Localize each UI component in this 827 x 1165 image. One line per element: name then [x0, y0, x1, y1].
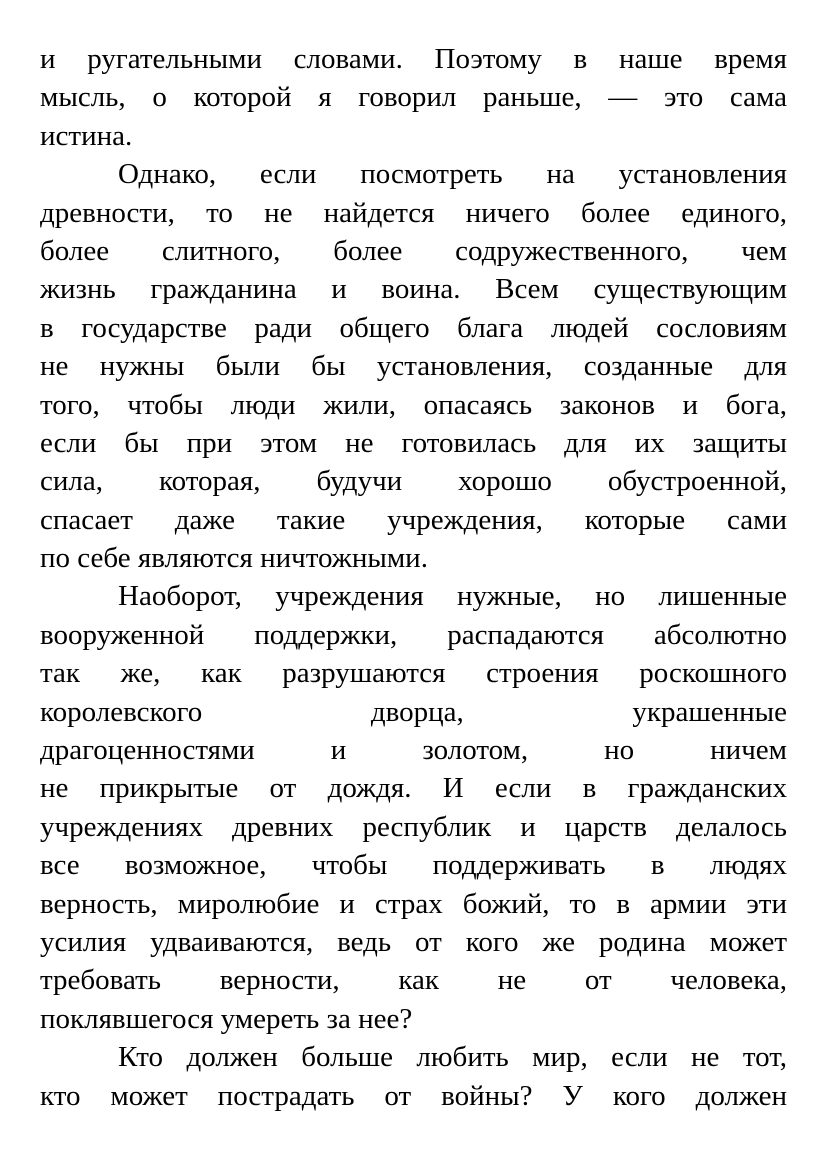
- text-line: верность, миролюбие и страх божий, то в армии эти: [40, 887, 787, 920]
- text-line: того, чтобы люди жили, опасаясь законов и бога,: [40, 388, 787, 421]
- text-line: Однако, если посмотреть на установления: [118, 158, 787, 191]
- text-line: Наоборот, учреждения нужные, но лишенные: [118, 580, 787, 613]
- text-line: драгоценностями и золотом, но ничем: [40, 734, 787, 767]
- text-line: мысль, о которой я говорил раньше, — это сама: [40, 81, 787, 114]
- text-line: спасает даже такие учреждения, которые сами: [40, 503, 787, 536]
- paragraph: [40, 40, 787, 155]
- text-line: истина.: [40, 119, 133, 152]
- text-line: кто может пострадать от войны? У кого должен: [40, 1079, 787, 1112]
- text-line: древности, то не найдется ничего более единого,: [40, 196, 787, 229]
- text-line: учреждениях древних республик и царств делалось: [40, 810, 787, 843]
- text-line: поклявшегося умереть за нее?: [40, 1002, 413, 1035]
- text-line: сила, которая, будучи хорошо обустроенной,: [40, 465, 787, 498]
- text-line: королевского дворца, украшенные: [40, 695, 787, 728]
- paragraph: [40, 155, 787, 577]
- text-line: усилия удваиваются, ведь от кого же родина может: [40, 925, 787, 958]
- text-line: не прикрытые от дождя. И если в гражданских: [40, 772, 787, 805]
- text-line: все возможное, чтобы поддерживать в людях: [40, 849, 787, 882]
- text-line: в государстве ради общего блага людей сословиям: [40, 311, 787, 344]
- text-line: не нужны были бы установления, созданные для: [40, 350, 787, 383]
- text-line: Кто должен больше любить мир, если не тот,: [118, 1041, 787, 1074]
- text-line: требовать верности, как не от человека,: [40, 964, 787, 997]
- text-line: жизнь гражданина и воина. Всем существующим: [40, 273, 787, 306]
- text-line: так же, как разрушаются строения роскошного: [40, 657, 787, 690]
- text-line: по себе являются ничтожными.: [40, 542, 428, 575]
- text-line: если бы при этом не готовилась для их защиты: [40, 426, 787, 459]
- text-line: более слитного, более содружественного, чем: [40, 234, 787, 267]
- document-page: [40, 40, 787, 1115]
- paragraph: [40, 577, 787, 1038]
- text-line: вооруженной поддержки, распадаются абсолютно: [40, 618, 787, 651]
- paragraph: [40, 1038, 787, 1115]
- text-line: и ругательными словами. Поэтому в наше время: [40, 43, 787, 75]
